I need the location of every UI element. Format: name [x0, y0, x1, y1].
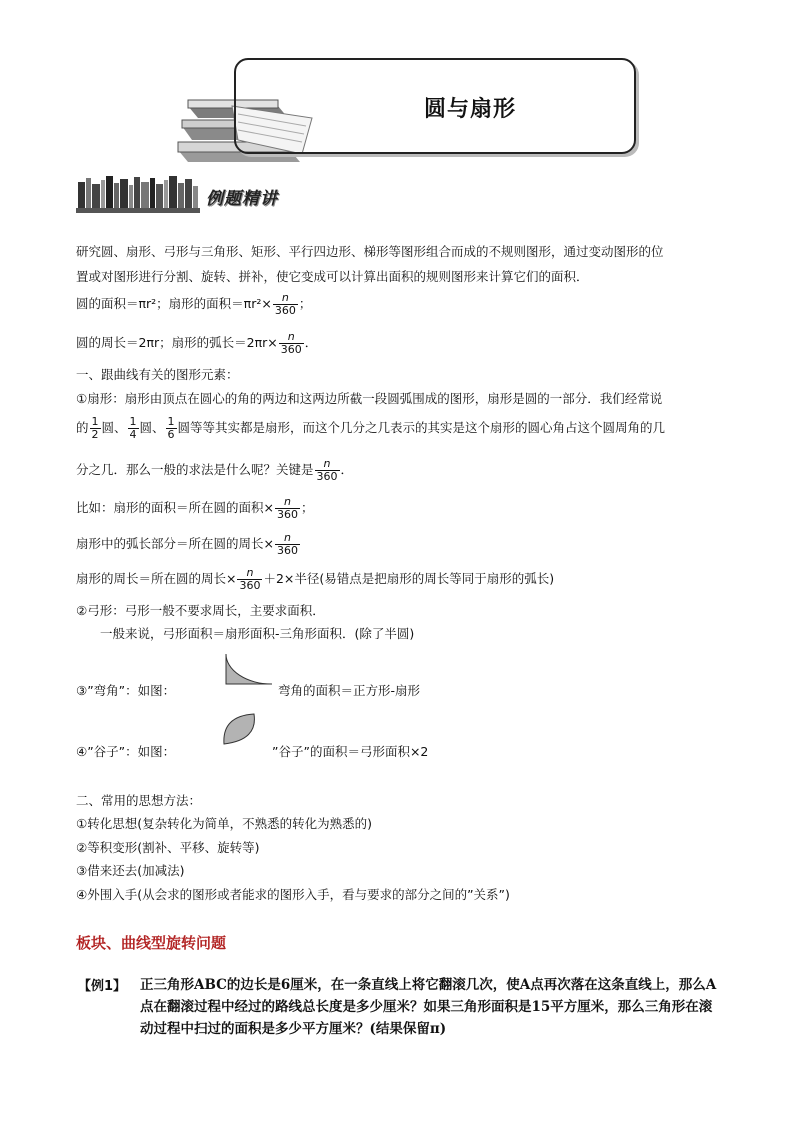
area-formula-end: ； — [298, 296, 312, 311]
area-formula — [76, 292, 311, 317]
sector-line-2-b: 圆、 — [101, 420, 127, 435]
fraction-n-360 — [275, 532, 300, 557]
section-banner-label: 例题精讲 — [206, 189, 278, 209]
fraction-denominator: 360 — [239, 579, 261, 592]
fraction-denominator: 2 — [91, 428, 99, 441]
fraction-1-2 — [90, 416, 101, 441]
method-1: ①转化思想(复杂转化为简单，不熟悉的转化为熟悉的) — [76, 816, 372, 831]
sector-line-2-c: 圆、 — [139, 420, 165, 435]
fraction-n-360 — [315, 458, 340, 483]
sector-line-1: ①扇形：扇形由顶点在圆心的角的两边和这两边所截一段圆弧围成的图形，扇形是圆的一部分．我们经常说 — [76, 391, 663, 406]
sector-line-2-d: 圆等等其实都是扇形，而这个几分之几表示的其实是这个扇形的圆心角占这个圆周角的几 — [177, 420, 666, 435]
sector-line-2-a: 的 — [76, 420, 89, 435]
example-arc-text: 扇形中的弧长部分＝所在圆的周长× — [76, 536, 274, 551]
fraction-numerator: n — [315, 458, 340, 471]
section2-heading: 二、常用的思想方法： — [76, 793, 202, 808]
grain-shape-figure — [218, 710, 260, 748]
fraction-n-360 — [237, 567, 262, 592]
method-4: ④外围入手(从会求的图形或者能求的图形入手，看与要求的部分之间的”关系”) — [76, 887, 510, 902]
section1-heading: 一、跟曲线有关的图形元素： — [76, 367, 239, 382]
example-1-body — [140, 974, 770, 1040]
fraction-numerator: 1 — [91, 415, 99, 428]
fraction-1-6 — [166, 416, 177, 441]
example-perimeter-end: ＋2×半径(易错点是把扇形的周长等同于扇形的弧长) — [263, 571, 555, 586]
fraction-denominator: 6 — [167, 428, 175, 441]
sector-line-3-a: 分之几．那么一般的求法是什么呢？关键是 — [76, 462, 314, 477]
example-1-line-1: 正三角形ABC的边长是6厘米，在一条直线上将它翻滚几次，使A点再次落在这条直线上，那么A — [140, 977, 717, 993]
fraction-n-360 — [279, 331, 304, 356]
fraction-numerator: n — [275, 496, 300, 509]
example-area-formula — [76, 496, 314, 521]
bookshelf-banner-icon — [76, 174, 200, 214]
grain-label: ④”谷子”：如图： — [76, 744, 176, 759]
fraction-denominator: 360 — [316, 470, 338, 483]
example-area-end: ； — [300, 500, 314, 515]
method-3: ③借来还去(加减法) — [76, 863, 185, 878]
fraction-denominator: 4 — [129, 428, 137, 441]
example-1-line-2: 点在翻滚过程中经过的路线总长度是多少厘米？如果三角形面积是15平方厘米，那么三角形在滚 — [140, 999, 713, 1015]
sector-line-2 — [76, 416, 665, 441]
area-formula-text: 圆的面积＝πr²；扇形的面积＝πr²× — [76, 296, 272, 311]
intro-line-2: 置或对图形进行分割、旋转、拼补，使它变成可以计算出面积的规则图形来计算它们的面积． — [76, 269, 589, 284]
fraction-denominator: 360 — [276, 508, 298, 521]
block-heading: 板块、曲线型旋转问题 — [76, 934, 227, 952]
example-1-line-3: 动过程中扫过的面积是多少平方厘米？(结果保留π) — [140, 1021, 447, 1037]
fraction-denominator: 360 — [280, 343, 302, 356]
perimeter-formula-end: ． — [304, 335, 318, 350]
bow-line-1: ②弓形：弓形一般不要求周长，主要求面积． — [76, 603, 325, 618]
corner-label: ③”弯角”：如图： — [76, 683, 176, 698]
fraction-n-360 — [275, 496, 300, 521]
fraction-numerator: n — [275, 532, 300, 545]
example-tag: 【例1】 — [78, 979, 127, 994]
fraction-n-360 — [273, 292, 298, 317]
perimeter-formula-text: 圆的周长＝2πr；扇形的弧长＝2πr× — [76, 335, 278, 350]
page-title: 圆与扇形 — [424, 97, 517, 122]
example-perimeter-text: 扇形的周长＝所在圆的周长× — [76, 571, 237, 586]
bow-line-2: 一般来说，弓形面积＝扇形面积-三角形面积．(除了半圆) — [100, 626, 415, 641]
example-arc-formula — [76, 532, 301, 557]
fraction-numerator: 1 — [129, 415, 137, 428]
sector-line-3 — [76, 458, 353, 483]
grain-formula: ”谷子”的面积＝弓形面积×2 — [272, 744, 429, 759]
fraction-numerator: n — [237, 567, 262, 580]
method-2: ②等积变形(割补、平移、旋转等) — [76, 840, 260, 855]
fraction-numerator: n — [273, 292, 298, 305]
fraction-denominator: 360 — [274, 304, 296, 317]
sector-line-3-b: ． — [340, 462, 354, 477]
fraction-numerator: n — [279, 331, 304, 344]
curved-corner-figure — [224, 652, 276, 686]
fraction-1-4 — [128, 416, 139, 441]
perimeter-formula — [76, 331, 317, 356]
fraction-numerator: 1 — [167, 415, 175, 428]
example-area-text: 比如：扇形的面积＝所在圆的面积× — [76, 500, 274, 515]
intro-line-1: 研究圆、扇形、弓形与三角形、矩形、平行四边形、梯形等图形组合而成的不规则图形，通过变动图形的位 — [76, 244, 664, 259]
corner-formula: 弯角的面积＝正方形-扇形 — [278, 683, 421, 698]
fraction-denominator: 360 — [276, 544, 298, 557]
example-perimeter-formula — [76, 567, 554, 592]
